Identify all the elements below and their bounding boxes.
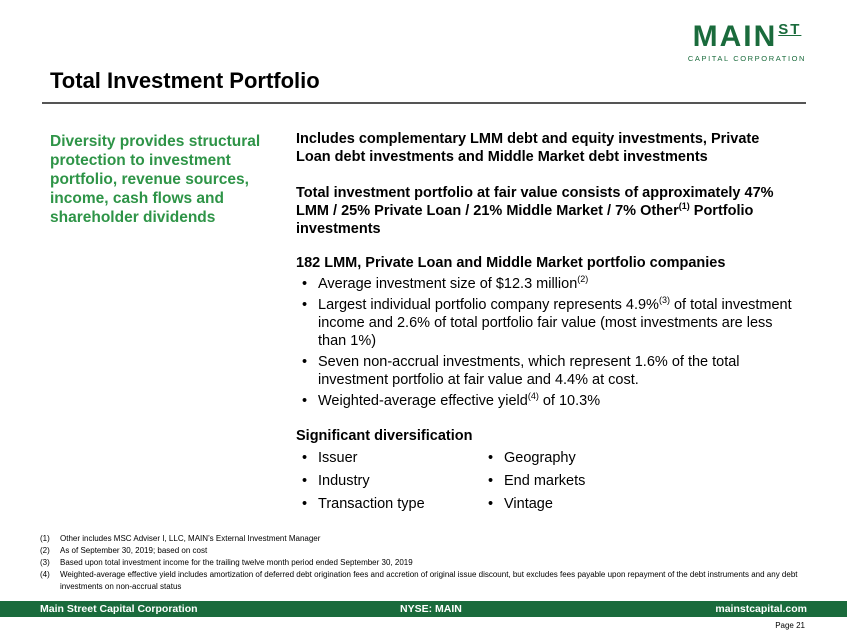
footnote: (1) Other includes MSC Adviser I, LLC, MAIN’s External Investment Manager xyxy=(40,534,321,543)
footer-bar xyxy=(0,601,847,617)
list-item: • Industry xyxy=(298,472,482,491)
companies-bullet-list xyxy=(296,275,796,410)
list-item: • Average investment size of $12.3 million$^{(2)}$ xyxy=(298,275,796,293)
footer-ticker: NYSE: MAIN xyxy=(400,603,462,615)
list-item: • Weighted-average effective yield$^{(4)}$ of 10.3% xyxy=(298,392,796,410)
paragraph-complementary: Includes complementary LMM debt and equity investments, Private Loan debt investments and Middle Market debt investments xyxy=(296,131,760,165)
diversification-columns xyxy=(296,449,796,518)
diversification-right-list xyxy=(482,449,668,518)
footer-company: Main Street Capital Corporation xyxy=(40,603,198,615)
list-item: • Vintage xyxy=(484,495,668,514)
callout-text: Diversity provides structural protection to investment portfolio, revenue sources, income, cash flows and shareholder dividends xyxy=(50,133,261,226)
diversification-left-list xyxy=(296,449,482,518)
footnote: (2) As of September 30, 2019; based on cost xyxy=(40,546,208,555)
list-item: • Largest individual portfolio company represents 4.9%$^{(3)}$ of total investment income and 2.6% of total portfolio fair value (most investments are less than 1%) xyxy=(298,296,796,350)
company-logo xyxy=(687,22,807,63)
diversification-heading: Significant diversification xyxy=(296,428,473,444)
footer-website: mainstcapital.com xyxy=(715,603,807,615)
logo-wordmark: $MAIN^{ST}$ xyxy=(692,20,802,53)
page-title: Total Investment Portfolio xyxy=(50,68,320,93)
page-number: Page 21 xyxy=(775,621,805,630)
list-item: • End markets xyxy=(484,472,668,491)
footnote: (4) Weighted-average effective yield includes amortization of deferred debt origination fees and accretion of original issue discount, but excludes fees payable upon repayment of the debt instruments and any debt investments on non-accrual status xyxy=(40,570,798,591)
footnote: (3) Based upon total investment income for the trailing twelve month period ended September 30, 2019 xyxy=(40,558,413,567)
logo-tagline: CAPITAL CORPORATION xyxy=(687,54,807,63)
list-item: • Seven non-accrual investments, which represent 1.6% of the total investment portfolio at fair value and 4.4% at cost. xyxy=(298,353,796,389)
main-content xyxy=(296,130,796,518)
title-divider xyxy=(42,102,806,104)
footnotes xyxy=(40,533,810,593)
list-item: • Transaction type xyxy=(298,495,482,514)
paragraph-companies: 182 LMM, Private Loan and Middle Market portfolio companies xyxy=(296,255,726,271)
list-item: • Issuer xyxy=(298,449,482,468)
paragraph-portfolio-mix: Total investment portfolio at fair value consists of approximately 47% LMM / 25% Private Loan / 21% Middle Market / 7% Other$^{(1)}$ Portfolio investments xyxy=(296,185,774,237)
list-item: • Geography xyxy=(484,449,668,468)
